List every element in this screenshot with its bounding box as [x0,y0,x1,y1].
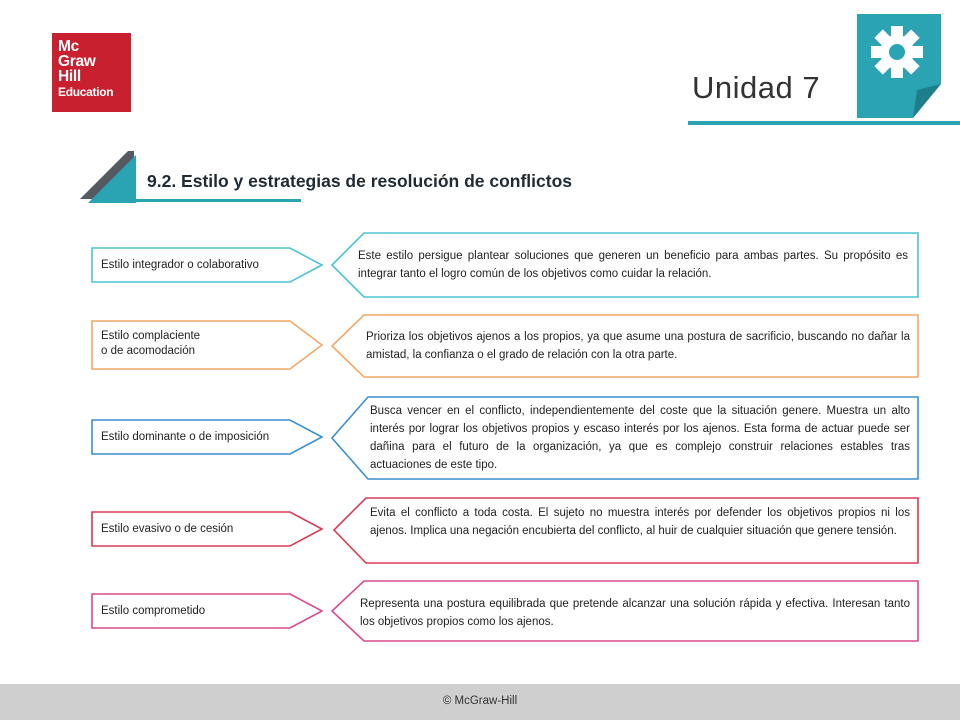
style-description-dominante: Busca vencer en el conflicto, independientemente del coste que la situación genere. Muestra un alto interés por lograr los objetivos propios y escaso interés por los ajenos. Esta forma de actuar puede ser dañina para el futuro de la organización, ya que es complejo construir relaciones estables tras actuaciones de este tipo. [370,405,910,471]
style-label-comprometido: Estilo comprometido [101,605,206,617]
style-label-evasivo: Estilo evasivo o de cesión [101,523,234,535]
footer-bar [0,684,960,720]
copyright-text: © McGraw-Hill [442,695,518,707]
unit-title: Unidad 7 [692,70,821,105]
style-label-dominante: Estilo dominante o de imposición [101,431,270,443]
style-label-integrador: Estilo integrador o colaborativo [101,259,259,271]
section-title: 9.2. Estilo y estrategias de resolución de conflictos [147,171,572,191]
style-description-complaciente: Prioriza los objetivos ajenos a los propios, ya que asume una postura de sacrificio, buscando no dañar la amistad, la confianza o el grado de relación con la otra parte. [366,331,910,361]
logo-line-1: Mc [58,38,79,55]
logo-line-2: Graw [58,53,96,70]
style-description-integrador: Este estilo persigue plantear soluciones que generen un beneficio para ambas partes. Su propósito es integrar tanto el logro común de los objetivos como cuidar la relación. [358,250,908,280]
logo-line-3: Hill [58,68,81,85]
style-description-evasivo: Evita el conflicto a toda costa. El sujeto no muestra interés por defender los objetivos propios ni los ajenos. Implica una negación encubierta del conflicto, al huir de cualquier situación que genere tensión. [370,507,910,537]
logo-line-4: Education [58,85,114,99]
style-description-comprometido: Representa una postura equilibrada que pretende alcanzar una solución rápida y efectiva. Interesan tanto los objetivos propios como los ajenos. [360,598,910,628]
style-label-complaciente: Estilo complaciente o de acomodación [101,330,201,357]
